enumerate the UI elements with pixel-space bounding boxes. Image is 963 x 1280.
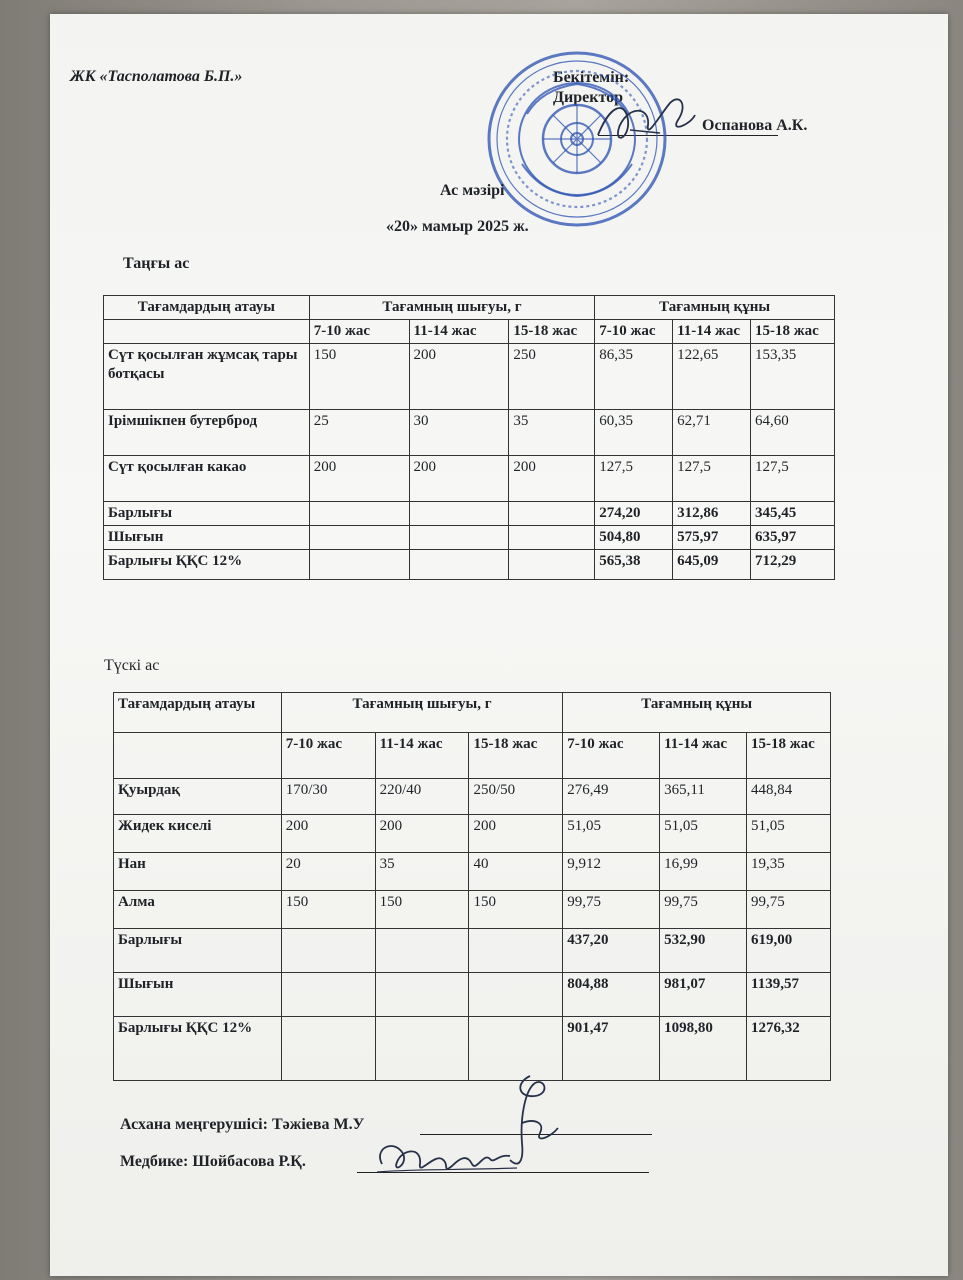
company-name: ЖК «Тасполатова Б.П.» (70, 68, 243, 85)
empty-cell (409, 526, 509, 550)
empty-cell (309, 526, 409, 550)
table-subheader-row (104, 320, 835, 344)
total-cost: 312,86 (673, 502, 751, 526)
vat-total-row (104, 550, 835, 580)
header-age-11-14: 11-14 жас (409, 320, 509, 344)
table-row (114, 891, 831, 929)
lunch-table (113, 692, 831, 1081)
empty-cell (469, 929, 563, 973)
total-cost: 274,20 (595, 502, 673, 526)
yield-cell: 35 (375, 853, 469, 891)
header-age-11-14: 11-14 жас (375, 733, 469, 779)
expense-cost: 1139,57 (747, 973, 831, 1017)
document-date: «20» мамыр 2025 ж. (386, 218, 529, 235)
header-age-15-18: 15-18 жас (751, 320, 835, 344)
header-age-15-18: 15-18 жас (747, 733, 831, 779)
cost-cell: 122,65 (673, 344, 751, 410)
table-header-row (104, 296, 835, 320)
yield-cell: 150 (281, 891, 375, 929)
expense-cost: 804,88 (563, 973, 660, 1017)
empty-cell (409, 550, 509, 580)
empty-cell (375, 973, 469, 1017)
empty-cell (509, 526, 595, 550)
cost-cell: 127,5 (751, 456, 835, 502)
dish-name: Алма (114, 891, 282, 929)
expense-label: Шығын (114, 973, 282, 1017)
header-yield: Тағамның шығуы, г (309, 296, 594, 320)
dish-name: Сүт қосылған жұмсақ тары ботқасы (104, 344, 310, 410)
cost-cell: 99,75 (563, 891, 660, 929)
vat-total-cost: 901,47 (563, 1017, 660, 1081)
yield-cell: 250/50 (469, 779, 563, 815)
cost-cell: 365,11 (660, 779, 747, 815)
header-age-7-10: 7-10 жас (281, 733, 375, 779)
yield-cell: 35 (509, 410, 595, 456)
empty-cell (281, 1017, 375, 1081)
table-subheader-row (114, 733, 831, 779)
total-row (114, 929, 831, 973)
dish-name: Жидек киселі (114, 815, 282, 853)
yield-cell: 170/30 (281, 779, 375, 815)
dish-name: Сүт қосылған какао (104, 456, 310, 502)
cost-cell: 62,71 (673, 410, 751, 456)
yield-cell: 220/40 (375, 779, 469, 815)
empty-cell (114, 733, 282, 779)
total-label: Барлығы (114, 929, 282, 973)
cost-cell: 51,05 (747, 815, 831, 853)
breakfast-section-title: Таңғы ас (123, 255, 190, 272)
total-cost: 437,20 (563, 929, 660, 973)
yield-cell: 200 (309, 456, 409, 502)
yield-cell: 150 (469, 891, 563, 929)
nurse-signature-icon (372, 1134, 522, 1184)
vat-total-label: Барлығы ҚҚС 12% (114, 1017, 282, 1081)
empty-cell (375, 1017, 469, 1081)
vat-total-label: Барлығы ҚҚС 12% (104, 550, 310, 580)
header-age-7-10: 7-10 жас (563, 733, 660, 779)
yield-cell: 40 (469, 853, 563, 891)
total-cost: 532,90 (660, 929, 747, 973)
empty-cell (309, 502, 409, 526)
header-cost: Тағамның құны (595, 296, 835, 320)
total-cost: 345,45 (751, 502, 835, 526)
director-name: Оспанова А.К. (702, 117, 808, 134)
empty-cell (281, 929, 375, 973)
yield-cell: 200 (409, 344, 509, 410)
nurse-signature-label: Медбике: Шойбасова Р.Қ. (120, 1153, 306, 1170)
expense-row (114, 973, 831, 1017)
table-row (114, 815, 831, 853)
director-title: Директор (553, 89, 623, 106)
empty-cell (104, 320, 310, 344)
yield-cell: 200 (409, 456, 509, 502)
empty-cell (375, 929, 469, 973)
cost-cell: 60,35 (595, 410, 673, 456)
table-row (104, 456, 835, 502)
yield-cell: 150 (375, 891, 469, 929)
header-yield: Тағамның шығуы, г (281, 693, 563, 733)
table-header-row (114, 693, 831, 733)
vat-total-cost: 565,38 (595, 550, 673, 580)
document-title: Ас мәзірі (440, 182, 505, 199)
header-age-7-10: 7-10 жас (309, 320, 409, 344)
vat-total-cost: 1098,80 (660, 1017, 747, 1081)
empty-cell (281, 973, 375, 1017)
table-row (104, 344, 835, 410)
vat-total-cost: 1276,32 (747, 1017, 831, 1081)
yield-cell: 200 (375, 815, 469, 853)
header-dish-name: Тағамдардың атауы (104, 296, 310, 320)
header-cost: Тағамның құны (563, 693, 831, 733)
yield-cell: 20 (281, 853, 375, 891)
cost-cell: 448,84 (747, 779, 831, 815)
dish-name: Нан (114, 853, 282, 891)
dish-name: Қуырдақ (114, 779, 282, 815)
cook-head-signature-label: Асхана меңгерушісі: Тәжіева М.У (120, 1116, 365, 1133)
cost-cell: 64,60 (751, 410, 835, 456)
lunch-section-title: Түскі ас (104, 657, 160, 674)
vat-total-row (114, 1017, 831, 1081)
empty-cell (509, 550, 595, 580)
cost-cell: 9,912 (563, 853, 660, 891)
empty-cell (309, 550, 409, 580)
cost-cell: 127,5 (673, 456, 751, 502)
cost-cell: 19,35 (747, 853, 831, 891)
empty-cell (509, 502, 595, 526)
cost-cell: 51,05 (660, 815, 747, 853)
total-cost: 619,00 (747, 929, 831, 973)
header-age-7-10: 7-10 жас (595, 320, 673, 344)
approve-word: Бекітемін: (553, 69, 630, 86)
yield-cell: 200 (281, 815, 375, 853)
yield-cell: 25 (309, 410, 409, 456)
yield-cell: 250 (509, 344, 595, 410)
cost-cell: 51,05 (563, 815, 660, 853)
table-row (114, 853, 831, 891)
total-row (104, 502, 835, 526)
expense-label: Шығын (104, 526, 310, 550)
header-age-11-14: 11-14 жас (673, 320, 751, 344)
cost-cell: 276,49 (563, 779, 660, 815)
director-signature-icon (590, 85, 700, 155)
yield-cell: 200 (509, 456, 595, 502)
vat-total-cost: 645,09 (673, 550, 751, 580)
cost-cell: 86,35 (595, 344, 673, 410)
header-age-15-18: 15-18 жас (469, 733, 563, 779)
table-row (114, 779, 831, 815)
empty-cell (409, 502, 509, 526)
table-row (104, 410, 835, 456)
vat-total-cost: 712,29 (751, 550, 835, 580)
yield-cell: 150 (309, 344, 409, 410)
total-label: Барлығы (104, 502, 310, 526)
expense-row (104, 526, 835, 550)
expense-cost: 981,07 (660, 973, 747, 1017)
cost-cell: 153,35 (751, 344, 835, 410)
breakfast-table (103, 295, 835, 580)
header-dish-name: Тағамдардың атауы (114, 693, 282, 733)
empty-cell (469, 973, 563, 1017)
expense-cost: 575,97 (673, 526, 751, 550)
cost-cell: 99,75 (660, 891, 747, 929)
header-age-11-14: 11-14 жас (660, 733, 747, 779)
cost-cell: 99,75 (747, 891, 831, 929)
header-age-15-18: 15-18 жас (509, 320, 595, 344)
expense-cost: 635,97 (751, 526, 835, 550)
cost-cell: 16,99 (660, 853, 747, 891)
expense-cost: 504,80 (595, 526, 673, 550)
dish-name: Ірімшікпен бутерброд (104, 410, 310, 456)
yield-cell: 200 (469, 815, 563, 853)
cost-cell: 127,5 (595, 456, 673, 502)
yield-cell: 30 (409, 410, 509, 456)
